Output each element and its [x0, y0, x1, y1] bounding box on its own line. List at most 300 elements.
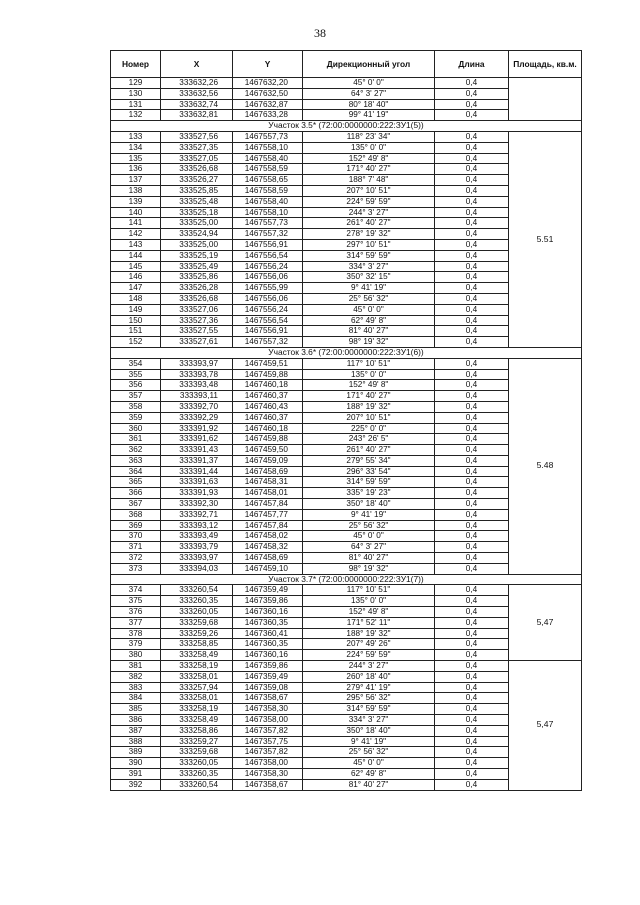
cell-length: 0,4	[435, 639, 509, 650]
cell-number: 133	[111, 131, 161, 142]
cell-x: 333393,97	[161, 553, 233, 564]
cell-angle: 99° 41' 19"	[303, 110, 435, 121]
cell-x: 333258,86	[161, 725, 233, 736]
cell-x: 333259,27	[161, 736, 233, 747]
cell-y: 1467556,24	[233, 261, 303, 272]
cell-length: 0,4	[435, 488, 509, 499]
cell-y: 1467558,10	[233, 207, 303, 218]
cell-number: 388	[111, 736, 161, 747]
header-x: X	[161, 51, 233, 78]
cell-number: 365	[111, 477, 161, 488]
cell-number: 392	[111, 779, 161, 790]
cell-angle: 117° 10' 51"	[303, 585, 435, 596]
cell-number: 387	[111, 725, 161, 736]
cell-x: 333260,05	[161, 758, 233, 769]
cell-angle: 279° 55' 34"	[303, 455, 435, 466]
cell-length: 0,4	[435, 628, 509, 639]
cell-number: 382	[111, 671, 161, 682]
cell-angle: 243° 26' 5"	[303, 434, 435, 445]
cell-x: 333393,12	[161, 520, 233, 531]
cell-y: 1467359,86	[233, 661, 303, 672]
table-row	[111, 78, 582, 89]
cell-angle: 314° 59' 59"	[303, 704, 435, 715]
cell-angle: 25° 56' 32"	[303, 747, 435, 758]
cell-x: 333525,85	[161, 185, 233, 196]
cell-y: 1467460,18	[233, 423, 303, 434]
cell-angle: 207° 10' 51"	[303, 185, 435, 196]
cell-y: 1467458,69	[233, 553, 303, 564]
cell-angle: 9° 41' 19"	[303, 736, 435, 747]
cell-angle: 260° 18' 40"	[303, 671, 435, 682]
cell-y: 1467358,67	[233, 693, 303, 704]
cell-y: 1467359,49	[233, 671, 303, 682]
cell-x: 333392,29	[161, 412, 233, 423]
cell-angle: 45° 0' 0"	[303, 758, 435, 769]
cell-angle: 152° 49' 8"	[303, 153, 435, 164]
cell-y: 1467632,20	[233, 78, 303, 89]
cell-length: 0,4	[435, 661, 509, 672]
cell-angle: 45° 0' 0"	[303, 78, 435, 89]
cell-length: 0,4	[435, 380, 509, 391]
cell-number: 141	[111, 218, 161, 229]
cell-x: 333524,94	[161, 229, 233, 240]
cell-y: 1467459,88	[233, 369, 303, 380]
cell-y: 1467459,51	[233, 358, 303, 369]
cell-angle: 45° 0' 0"	[303, 531, 435, 542]
cell-angle: 64° 3' 27"	[303, 88, 435, 99]
section-title: Участок 3.7* (72:00:0000000:222:ЗУ1(7))	[111, 574, 582, 585]
cell-y: 1467360,16	[233, 650, 303, 661]
section-row	[111, 347, 582, 358]
cell-x: 333393,49	[161, 531, 233, 542]
cell-x: 333259,68	[161, 617, 233, 628]
cell-y: 1467459,09	[233, 455, 303, 466]
section-row	[111, 574, 582, 585]
cell-length: 0,4	[435, 715, 509, 726]
cell-number: 370	[111, 531, 161, 542]
cell-x: 333526,27	[161, 175, 233, 186]
cell-x: 333392,71	[161, 509, 233, 520]
cell-x: 333525,49	[161, 261, 233, 272]
cell-area: 5.51	[509, 131, 582, 347]
cell-number: 364	[111, 466, 161, 477]
cell-number: 386	[111, 715, 161, 726]
cell-length: 0,4	[435, 293, 509, 304]
cell-number: 148	[111, 293, 161, 304]
cell-number: 373	[111, 563, 161, 574]
cell-length: 0,4	[435, 337, 509, 348]
cell-number: 377	[111, 617, 161, 628]
cell-x: 333257,94	[161, 682, 233, 693]
cell-number: 145	[111, 261, 161, 272]
cell-x: 333527,35	[161, 142, 233, 153]
cell-y: 1467457,84	[233, 520, 303, 531]
cell-angle: 62° 49' 8"	[303, 315, 435, 326]
cell-angle: 171° 52' 11"	[303, 617, 435, 628]
cell-length: 0,4	[435, 617, 509, 628]
cell-x: 333393,48	[161, 380, 233, 391]
cell-number: 368	[111, 509, 161, 520]
cell-y: 1467358,00	[233, 715, 303, 726]
cell-angle: 296° 33' 54"	[303, 466, 435, 477]
cell-length: 0,4	[435, 261, 509, 272]
cell-number: 366	[111, 488, 161, 499]
cell-length: 0,4	[435, 369, 509, 380]
cell-y: 1467460,43	[233, 401, 303, 412]
cell-x: 333258,49	[161, 650, 233, 661]
cell-x: 333260,35	[161, 769, 233, 780]
cell-angle: 335° 19' 23"	[303, 488, 435, 499]
cell-number: 354	[111, 358, 161, 369]
cell-x: 333393,97	[161, 358, 233, 369]
section-title: Участок 3.6* (72:00:0000000:222:ЗУ1(6))	[111, 347, 582, 358]
cell-length: 0,4	[435, 704, 509, 715]
cell-angle: 171° 40' 27"	[303, 164, 435, 175]
cell-y: 1467458,31	[233, 477, 303, 488]
cell-x: 333527,05	[161, 153, 233, 164]
cell-length: 0,4	[435, 391, 509, 402]
cell-angle: 244° 3' 27"	[303, 661, 435, 672]
cell-y: 1467558,65	[233, 175, 303, 186]
table-row	[111, 131, 582, 142]
cell-angle: 81° 40' 27"	[303, 553, 435, 564]
cell-number: 140	[111, 207, 161, 218]
cell-y: 1467558,59	[233, 164, 303, 175]
cell-angle: 80° 18' 40"	[303, 99, 435, 110]
cell-y: 1467459,10	[233, 563, 303, 574]
cell-y: 1467359,49	[233, 585, 303, 596]
cell-angle: 350° 32' 15"	[303, 272, 435, 283]
cell-number: 389	[111, 747, 161, 758]
cell-number: 129	[111, 78, 161, 89]
cell-y: 1467556,06	[233, 293, 303, 304]
cell-length: 0,4	[435, 693, 509, 704]
cell-length: 0,4	[435, 196, 509, 207]
cell-number: 391	[111, 769, 161, 780]
cell-angle: 98° 19' 32"	[303, 337, 435, 348]
cell-number: 144	[111, 250, 161, 261]
cell-number: 132	[111, 110, 161, 121]
table-body	[111, 78, 582, 791]
cell-x: 333259,26	[161, 628, 233, 639]
cell-x: 333258,01	[161, 671, 233, 682]
cell-y: 1467556,54	[233, 315, 303, 326]
cell-number: 384	[111, 693, 161, 704]
cell-angle: 64° 3' 27"	[303, 542, 435, 553]
cell-y: 1467556,54	[233, 250, 303, 261]
cell-angle: 225° 0' 0"	[303, 423, 435, 434]
cell-x: 333527,06	[161, 304, 233, 315]
cell-angle: 314° 59' 59"	[303, 477, 435, 488]
cell-x: 333525,18	[161, 207, 233, 218]
cell-angle: 334° 3' 27"	[303, 715, 435, 726]
cell-y: 1467360,35	[233, 617, 303, 628]
cell-angle: 118° 23' 34"	[303, 131, 435, 142]
cell-y: 1467556,06	[233, 272, 303, 283]
cell-number: 355	[111, 369, 161, 380]
cell-x: 333527,36	[161, 315, 233, 326]
cell-y: 1467556,24	[233, 304, 303, 315]
cell-y: 1467555,99	[233, 283, 303, 294]
cell-x: 333527,61	[161, 337, 233, 348]
cell-y: 1467558,40	[233, 196, 303, 207]
cell-number: 134	[111, 142, 161, 153]
cell-length: 0,4	[435, 283, 509, 294]
cell-x: 333525,00	[161, 218, 233, 229]
cell-length: 0,4	[435, 650, 509, 661]
cell-number: 376	[111, 607, 161, 618]
cell-y: 1467358,30	[233, 704, 303, 715]
cell-area: 5,47	[509, 661, 582, 791]
cell-number: 363	[111, 455, 161, 466]
cell-angle: 98° 19' 32"	[303, 563, 435, 574]
cell-length: 0,4	[435, 747, 509, 758]
cell-length: 0,4	[435, 520, 509, 531]
cell-x: 333391,62	[161, 434, 233, 445]
cell-length: 0,4	[435, 99, 509, 110]
cell-length: 0,4	[435, 153, 509, 164]
cell-x: 333526,28	[161, 283, 233, 294]
cell-area: 5.48	[509, 358, 582, 574]
cell-number: 378	[111, 628, 161, 639]
cell-number: 371	[111, 542, 161, 553]
cell-length: 0,4	[435, 736, 509, 747]
header-row	[111, 51, 582, 78]
cell-y: 1467357,75	[233, 736, 303, 747]
cell-number: 383	[111, 682, 161, 693]
cell-length: 0,4	[435, 758, 509, 769]
cell-angle: 152° 49' 8"	[303, 380, 435, 391]
cell-angle: 135° 0' 0"	[303, 369, 435, 380]
cell-y: 1467358,00	[233, 758, 303, 769]
cell-length: 0,4	[435, 401, 509, 412]
cell-x: 333258,19	[161, 704, 233, 715]
cell-number: 385	[111, 704, 161, 715]
cell-y: 1467556,91	[233, 326, 303, 337]
cell-number: 360	[111, 423, 161, 434]
cell-y: 1467360,16	[233, 607, 303, 618]
cell-angle: 152° 49' 8"	[303, 607, 435, 618]
cell-angle: 261° 40' 27"	[303, 445, 435, 456]
cell-angle: 9° 41' 19"	[303, 283, 435, 294]
cell-number: 152	[111, 337, 161, 348]
cell-x: 333526,68	[161, 293, 233, 304]
cell-number: 147	[111, 283, 161, 294]
cell-x: 333393,79	[161, 542, 233, 553]
cell-number: 367	[111, 499, 161, 510]
cell-length: 0,4	[435, 315, 509, 326]
cell-length: 0,4	[435, 88, 509, 99]
table-row	[111, 585, 582, 596]
table-row	[111, 661, 582, 672]
cell-y: 1467458,02	[233, 531, 303, 542]
cell-x: 333260,35	[161, 596, 233, 607]
cell-length: 0,4	[435, 326, 509, 337]
cell-number: 369	[111, 520, 161, 531]
cell-length: 0,4	[435, 142, 509, 153]
cell-y: 1467458,01	[233, 488, 303, 499]
cell-angle: 244° 3' 27"	[303, 207, 435, 218]
cell-number: 372	[111, 553, 161, 564]
cell-y: 1467457,77	[233, 509, 303, 520]
cell-angle: 25° 56' 32"	[303, 520, 435, 531]
cell-number: 137	[111, 175, 161, 186]
cell-x: 333392,70	[161, 401, 233, 412]
page-number: 38	[314, 26, 326, 40]
cell-length: 0,4	[435, 553, 509, 564]
cell-number: 380	[111, 650, 161, 661]
cell-length: 0,4	[435, 304, 509, 315]
header-y: Y	[233, 51, 303, 78]
cell-y: 1467633,28	[233, 110, 303, 121]
cell-x: 333393,78	[161, 369, 233, 380]
cell-length: 0,4	[435, 229, 509, 240]
section-row	[111, 121, 582, 132]
cell-length: 0,4	[435, 477, 509, 488]
cell-number: 390	[111, 758, 161, 769]
cell-x: 333527,56	[161, 131, 233, 142]
cell-length: 0,4	[435, 250, 509, 261]
cell-length: 0,4	[435, 596, 509, 607]
cell-number: 138	[111, 185, 161, 196]
cell-y: 1467357,82	[233, 725, 303, 736]
cell-angle: 350° 18' 40"	[303, 499, 435, 510]
cell-number: 150	[111, 315, 161, 326]
header-length: Длина	[435, 51, 509, 78]
cell-y: 1467460,37	[233, 391, 303, 402]
cell-x: 333258,85	[161, 639, 233, 650]
cell-number: 136	[111, 164, 161, 175]
cell-length: 0,4	[435, 131, 509, 142]
cell-angle: 207° 10' 51"	[303, 412, 435, 423]
cell-y: 1467358,67	[233, 779, 303, 790]
cell-x: 333391,44	[161, 466, 233, 477]
cell-length: 0,4	[435, 466, 509, 477]
cell-number: 358	[111, 401, 161, 412]
cell-x: 333526,68	[161, 164, 233, 175]
cell-angle: 278° 19' 32"	[303, 229, 435, 240]
cell-number: 362	[111, 445, 161, 456]
cell-x: 333260,54	[161, 779, 233, 790]
cell-x: 333260,54	[161, 585, 233, 596]
cell-number: 374	[111, 585, 161, 596]
cell-x: 333258,01	[161, 693, 233, 704]
cell-area	[509, 78, 582, 121]
cell-angle: 279° 41' 19"	[303, 682, 435, 693]
cell-number: 146	[111, 272, 161, 283]
cell-angle: 45° 0' 0"	[303, 304, 435, 315]
cell-x: 333258,19	[161, 661, 233, 672]
cell-length: 0,4	[435, 412, 509, 423]
cell-x: 333393,11	[161, 391, 233, 402]
cell-angle: 350° 18' 40"	[303, 725, 435, 736]
cell-y: 1467460,18	[233, 380, 303, 391]
cell-y: 1467558,40	[233, 153, 303, 164]
cell-length: 0,4	[435, 423, 509, 434]
cell-y: 1467358,30	[233, 769, 303, 780]
cell-number: 379	[111, 639, 161, 650]
cell-y: 1467460,37	[233, 412, 303, 423]
cell-x: 333391,92	[161, 423, 233, 434]
cell-length: 0,4	[435, 509, 509, 520]
cell-x: 333259,68	[161, 747, 233, 758]
cell-length: 0,4	[435, 671, 509, 682]
cell-number: 142	[111, 229, 161, 240]
cell-length: 0,4	[435, 239, 509, 250]
header-num: Номер	[111, 51, 161, 78]
header-area: Площадь, кв.м.	[509, 51, 582, 78]
cell-angle: 334° 3' 27"	[303, 261, 435, 272]
cell-length: 0,4	[435, 769, 509, 780]
cell-number: 131	[111, 99, 161, 110]
cell-length: 0,4	[435, 607, 509, 618]
cell-length: 0,4	[435, 779, 509, 790]
cell-y: 1467632,87	[233, 99, 303, 110]
cell-y: 1467357,82	[233, 747, 303, 758]
cell-angle: 81° 40' 27"	[303, 779, 435, 790]
cell-y: 1467457,84	[233, 499, 303, 510]
cell-x: 333392,30	[161, 499, 233, 510]
cell-y: 1467632,50	[233, 88, 303, 99]
cell-x: 333525,48	[161, 196, 233, 207]
cell-number: 143	[111, 239, 161, 250]
cell-y: 1467557,73	[233, 131, 303, 142]
cell-x: 333394,03	[161, 563, 233, 574]
cell-angle: 224° 59' 59"	[303, 196, 435, 207]
table-row	[111, 358, 582, 369]
coordinates-table	[110, 50, 582, 791]
cell-y: 1467557,32	[233, 337, 303, 348]
cell-y: 1467558,59	[233, 185, 303, 196]
cell-length: 0,4	[435, 499, 509, 510]
cell-angle: 25° 56' 32"	[303, 293, 435, 304]
cell-angle: 81° 40' 27"	[303, 326, 435, 337]
cell-x: 333391,43	[161, 445, 233, 456]
cell-angle: 297° 10' 51"	[303, 239, 435, 250]
cell-x: 333260,05	[161, 607, 233, 618]
cell-length: 0,4	[435, 725, 509, 736]
cell-x: 333258,49	[161, 715, 233, 726]
section-title: Участок 3.5* (72:00:0000000:222:ЗУ1(5))	[111, 121, 582, 132]
cell-angle: 62° 49' 8"	[303, 769, 435, 780]
cell-angle: 261° 40' 27"	[303, 218, 435, 229]
cell-angle: 135° 0' 0"	[303, 596, 435, 607]
cell-area: 5,47	[509, 585, 582, 661]
cell-y: 1467557,32	[233, 229, 303, 240]
header-angle: Дирекционный угол	[303, 51, 435, 78]
cell-length: 0,4	[435, 110, 509, 121]
cell-y: 1467557,73	[233, 218, 303, 229]
cell-length: 0,4	[435, 682, 509, 693]
cell-angle: 171° 40' 27"	[303, 391, 435, 402]
cell-length: 0,4	[435, 185, 509, 196]
cell-length: 0,4	[435, 164, 509, 175]
cell-x: 333525,00	[161, 239, 233, 250]
cell-number: 151	[111, 326, 161, 337]
cell-length: 0,4	[435, 445, 509, 456]
cell-length: 0,4	[435, 272, 509, 283]
cell-x: 333632,56	[161, 88, 233, 99]
cell-number: 357	[111, 391, 161, 402]
cell-number: 375	[111, 596, 161, 607]
cell-x: 333527,55	[161, 326, 233, 337]
cell-angle: 188° 7' 48"	[303, 175, 435, 186]
cell-y: 1467458,69	[233, 466, 303, 477]
cell-angle: 117° 10' 51"	[303, 358, 435, 369]
cell-number: 149	[111, 304, 161, 315]
cell-length: 0,4	[435, 531, 509, 542]
cell-length: 0,4	[435, 358, 509, 369]
